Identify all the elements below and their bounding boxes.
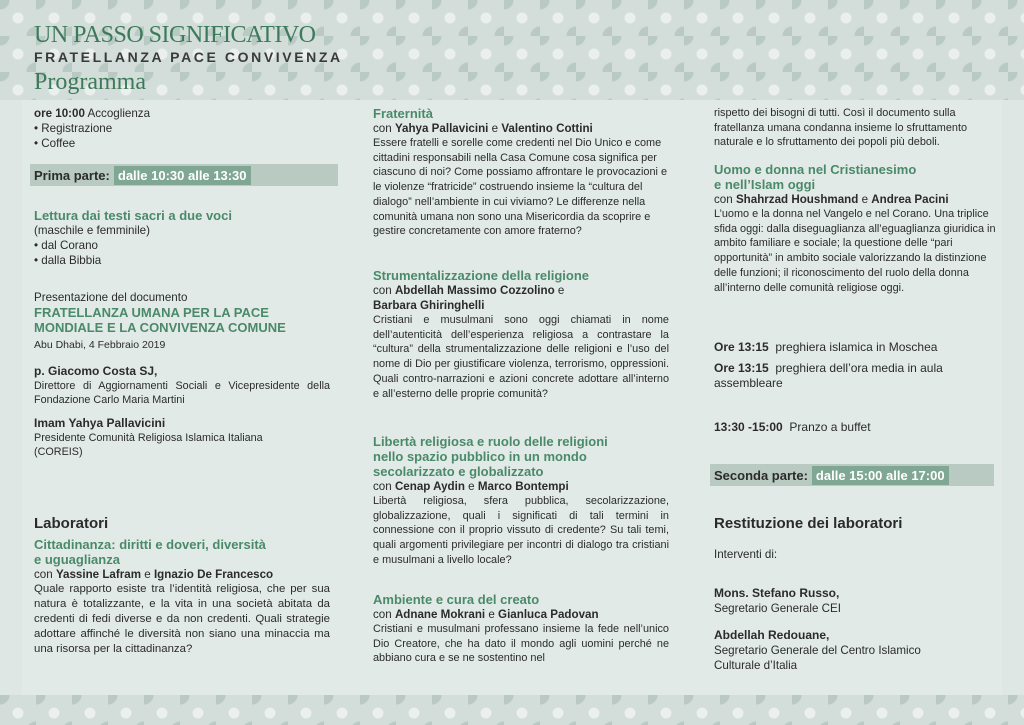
presentation-block bbox=[34, 290, 330, 353]
lab4-title-line3: secolarizzato e globalizzato bbox=[373, 464, 544, 479]
welcome-label: Accoglienza bbox=[87, 107, 151, 120]
event-subtitle: FRATELLANZA PACE CONVIVENZA bbox=[34, 49, 343, 65]
second-part-bar bbox=[710, 464, 994, 486]
and-label: e bbox=[491, 122, 499, 135]
document-title-line2: MONDIALE E LA CONVIVENZA COMUNE bbox=[34, 320, 286, 335]
presentation-intro: Presentazione del documento bbox=[34, 291, 188, 304]
con-label: con bbox=[373, 122, 392, 135]
reading-block bbox=[34, 208, 330, 268]
column-middle bbox=[373, 106, 669, 696]
first-part-bar bbox=[30, 164, 338, 186]
lab4-speaker-a: Cenap Aydin bbox=[394, 480, 465, 493]
document-place-date: Abu Dhabi, 4 Febbraio 2019 bbox=[34, 339, 166, 351]
interventions-intro: Interventi di: bbox=[714, 548, 778, 561]
lab6-speaker-b: Andrea Pacini bbox=[871, 193, 949, 206]
speaker-block-4 bbox=[714, 628, 1004, 673]
and-label: e bbox=[557, 284, 565, 297]
lab2-text: Essere fratelli e sorelle come credenti nel Dio Unico e come cittadini responsabili nella Casa Comune cosa significa per ciascuno di noi? Come possiamo affrontare le provocazioni e le violenze “fratricide” costruendo insieme la “cultura del dialogo” nell’ambiente in cui viviamo? Le differenze nella comunità umana non sono una Misericordia da scoprire e gestire concretamente con amore fraterno? bbox=[373, 137, 668, 238]
lab1-speaker-b: Ignazio De Francesco bbox=[153, 568, 274, 581]
con-label: con bbox=[34, 568, 53, 581]
speaker1-name: p. Giacomo Costa SJ, bbox=[34, 364, 158, 378]
lab3-speaker-b: Barbara Ghiringhelli bbox=[373, 299, 485, 312]
prayer2-time: Ore 13:15 bbox=[714, 361, 769, 375]
speaker3-name: Mons. Stefano Russo, bbox=[714, 586, 840, 600]
lab5-text: Cristiani e musulmani professano insieme la fede nell’unico Dio Creatore, che ha dato il mondo agli uomini perché ne abbiano cura e se ne sostentino nel bbox=[373, 623, 669, 665]
labs-title: Laboratori bbox=[34, 515, 109, 532]
lunch-label: Pranzo a buffet bbox=[789, 420, 871, 434]
speaker4-name: Abdellah Redouane, bbox=[714, 628, 830, 642]
list-item: • dalla Bibbia bbox=[34, 254, 102, 267]
restitution-block bbox=[714, 516, 1004, 562]
welcome-time: ore 10:00 bbox=[34, 107, 85, 120]
reading-title: Lettura dai testi sacri a due voci bbox=[34, 208, 232, 223]
lab3-block bbox=[373, 268, 669, 401]
programma-heading: Programma bbox=[34, 69, 146, 95]
decorative-pattern-bottom bbox=[0, 695, 1024, 725]
lab2-speaker-b: Valentino Cottini bbox=[501, 122, 593, 135]
lab3-text: Cristiani e musulmani sono oggi chiamati in nome dell’autenticità dell’esperienza religiosa a contrastare la “cultura” della strumentalizzazione delle religioni e l’uso del nome di Dio per giustificare violenza, terrorismo, oppressioni. Quali contro-narrazioni e azioni concrete adottare all’interno e all’esterno delle proprie comunità? bbox=[373, 314, 669, 400]
lab1-title-line2: e uguaglianza bbox=[34, 552, 120, 567]
first-part-label: Prima parte: bbox=[34, 167, 110, 183]
lab4-speaker-b: Marco Bontempi bbox=[477, 480, 569, 493]
lab5-title: Ambiente e cura del creato bbox=[373, 592, 540, 607]
lab6-title-line2: e nell’Islam oggi bbox=[714, 177, 816, 192]
speaker2-role: Presidente Comunità Religiosa Islamica Italiana (COREIS) bbox=[34, 432, 263, 458]
lab5-text-continued: rispetto dei bisogni di tutti. Così il documento sulla fratellanza umana condanna insieme lo sfruttamento naturale e lo sfruttamento dei popoli più deboli. bbox=[714, 107, 968, 149]
con-label: con bbox=[373, 284, 392, 297]
lab6-title-line1: Uomo e donna nel Cristianesimo bbox=[714, 162, 917, 177]
event-title: UN PASSO SIGNIFICATIVO bbox=[34, 22, 316, 48]
labs-block bbox=[34, 516, 330, 657]
lab6-text: L’uomo e la donna nel Vangelo e nel Corano. Una triplice sfida oggi: dalla diseguaglianza all’eguaglianza giuridica in ambito familiare e sociale; la questione delle “pari opportunità” in ambito sociale valorizzando la distinzione delle funzioni; il riconoscimento del ruolo della donna all’interno delle comunità religiose oggi. bbox=[714, 208, 996, 294]
lab4-title-line2: nello spazio pubblico in un mondo bbox=[373, 449, 587, 464]
lab5-continuation bbox=[714, 106, 1004, 150]
speaker1-role: Direttore di Aggiornamenti Sociali e Vicepresidente della Fondazione Carlo Maria Martini bbox=[34, 380, 330, 406]
and-label: e bbox=[144, 568, 151, 581]
and-label: e bbox=[488, 608, 495, 621]
lab3-title: Strumentalizzazione della religione bbox=[373, 268, 589, 283]
restitution-title: Restituzione dei laboratori bbox=[714, 515, 903, 532]
and-label: e bbox=[861, 193, 869, 206]
speaker4-role: Segretario Generale del Centro Islamico Culturale d’Italia bbox=[714, 644, 921, 672]
lab5-speaker-b: Gianluca Padovan bbox=[498, 608, 599, 621]
prayer2-label: preghiera dell’ora media in aula assembleare bbox=[714, 361, 943, 390]
lunch-time: 13:30 -15:00 bbox=[714, 420, 783, 434]
second-part-label: Seconda parte: bbox=[714, 467, 808, 483]
column-right bbox=[714, 106, 1004, 696]
prayer1-time: Ore 13:15 bbox=[714, 340, 769, 354]
lab2-speaker-a: Yahya Pallavicini bbox=[394, 122, 489, 135]
speaker3-role: Segretario Generale CEI bbox=[714, 602, 841, 615]
lab6-speaker-a: Shahrzad Houshmand bbox=[735, 193, 859, 206]
lab2-title: Fraternità bbox=[373, 106, 433, 121]
lunch-block bbox=[714, 420, 1004, 435]
lab6-block bbox=[714, 162, 1004, 295]
speaker-block-2 bbox=[34, 416, 330, 459]
list-item: • dal Corano bbox=[34, 239, 98, 252]
con-label: con bbox=[714, 193, 733, 206]
lab1-title-line1: Cittadinanza: diritti e doveri, diversità bbox=[34, 537, 266, 552]
and-label: e bbox=[468, 480, 475, 493]
speaker2-name: Imam Yahya Pallavicini bbox=[34, 416, 166, 430]
document-title-line1: FRATELLANZA UMANA PER LA PACE bbox=[34, 305, 269, 320]
lab1-speaker-a: Yassine Lafram bbox=[55, 568, 142, 581]
reading-sub: (maschile e femminile) bbox=[34, 224, 150, 237]
con-label: con bbox=[373, 608, 392, 621]
list-item: • Registrazione bbox=[34, 122, 113, 135]
first-part-time: dalle 10:30 alle 13:30 bbox=[114, 166, 251, 185]
lab4-text: Libertà religiosa, sfera pubblica, secolarizzazione, globalizzazione, quali i significati di tali termini in connessione con il proprio vissuto di credente? Su tali temi, quali argomenti privilegiare per incontri di dialogo tra cristiani e musulmani a livello locale? bbox=[373, 495, 669, 566]
list-item: • Coffee bbox=[34, 137, 76, 150]
lab1-text: Quale rapporto esiste tra l’identità religiosa, che per sua natura è totalizzante, e la vita in una società abitata da credenti di fedi diverse e da non credenti. Quali strategie adottare affinché le diversità non siano una minaccia ma una risorsa per la cittadinanza? bbox=[34, 583, 330, 655]
lab5-block bbox=[373, 592, 669, 666]
lab5-speaker-a: Adnane Mokrani bbox=[394, 608, 486, 621]
speaker-block-3 bbox=[714, 586, 1004, 616]
prayer1-label: preghiera islamica in Moschea bbox=[775, 340, 938, 354]
column-left bbox=[34, 106, 330, 696]
welcome-block bbox=[34, 106, 330, 151]
lab3-speaker-a: Abdellah Massimo Cozzolino bbox=[394, 284, 555, 297]
lab4-block bbox=[373, 434, 669, 568]
speaker-block-1 bbox=[34, 364, 330, 407]
con-label: con bbox=[373, 480, 392, 493]
lab4-title-line1: Libertà religiosa e ruolo delle religioni bbox=[373, 434, 608, 449]
prayer-block bbox=[714, 340, 1004, 391]
second-part-time: dalle 15:00 alle 17:00 bbox=[812, 466, 949, 485]
lab2-block bbox=[373, 106, 669, 239]
